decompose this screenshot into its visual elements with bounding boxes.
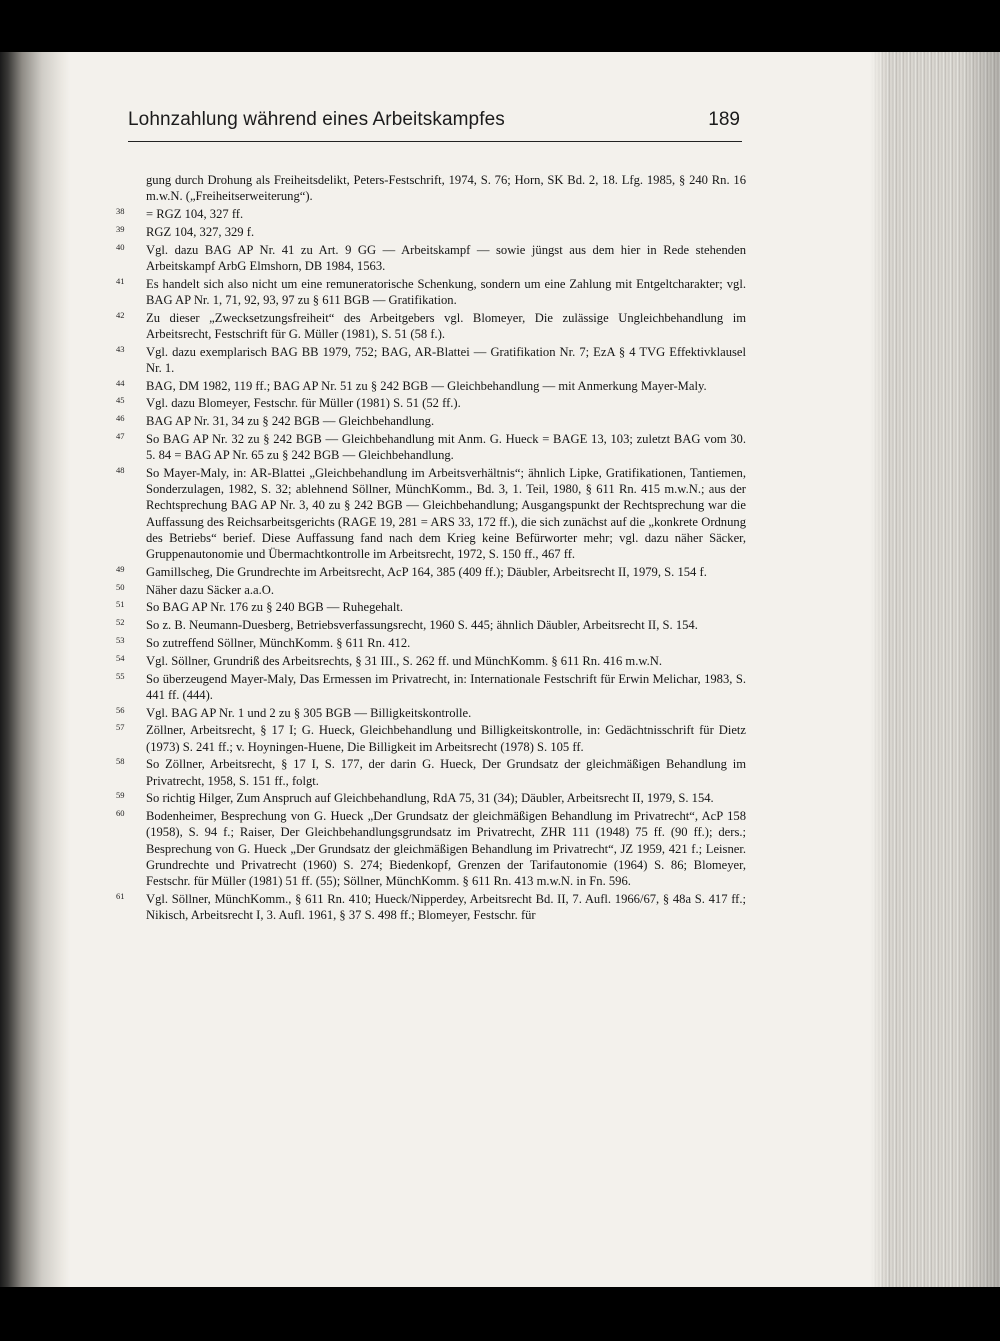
footnote-text: RGZ 104, 327, 329 f. [146, 224, 255, 239]
footnote-text: So z. B. Neumann-Duesberg, Betriebsverfassungsrecht, 1960 S. 445; ähnlich Däubler, Arbeitsrecht II, S. 154. [146, 618, 698, 633]
footnote-number: 46 [116, 413, 125, 424]
binding-gutter [0, 52, 70, 1287]
footnote-text: Vgl. dazu exemplarisch BAG BB 1979, 752; BAG, AR-Blattei — Gratifikation Nr. 7; EzA § 4 TVG Effektivklausel Nr. 1. [146, 344, 746, 375]
page-header [128, 109, 742, 142]
footnote-text: = RGZ 104, 327 ff. [146, 207, 244, 221]
footnote-text: Vgl. dazu BAG AP Nr. 41 zu Art. 9 GG — Arbeitskampf — sowie jüngst aus dem hier in Rede stehenden Arbeitskampf ArbG Elmshorn, DB 1984, 1563. [146, 242, 746, 273]
footnote-number: 39 [116, 223, 125, 234]
footnote [146, 172, 746, 204]
footnote-text: gung durch Drohung als Freiheitsdelikt, Peters-Festschrift, 1974, S. 76; Horn, SK Bd. 2, 18. Lfg. 1985, § 240 Rn. 16 m.w.N. („Freiheitserweiterung“). [146, 173, 746, 204]
footnote-text: Vgl. Söllner, MünchKomm., § 611 Rn. 410; Hueck/Nipperdey, Arbeitsrecht Bd. II, 7. Aufl. 1966/67, § 48a S. 417 ff.; Nikisch, Arbeitsrecht I, 3. Aufl. 1961, § 37 S. 498 ff.; Blomeyer, Festschr. für [146, 891, 746, 922]
footnote [116, 343, 746, 376]
running-head: Lohnzahlung während eines Arbeitskampfes [128, 109, 505, 130]
footnote-text: So Zöllner, Arbeitsrecht, § 17 I, S. 177, der darin G. Hueck, Der Grundsatz der gleichmäßigen Behandlung im Privatrecht, 1958, S. 151 ff., folgt. [146, 757, 746, 788]
footnote [116, 670, 746, 703]
footnote-number: 58 [116, 756, 125, 767]
footnote-text: Vgl. dazu Blomeyer, Festschr. für Müller (1981) S. 51 (52 ff.). [146, 396, 461, 411]
footnote-text: So Mayer-Maly, in: AR-Blattei „Gleichbehandlung im Arbeitsverhältnis“; ähnlich Lipke, Gratifikationen, Tantiemen, Sonderzulagen, 1982, S. 32; ablehnend Söllner, MünchKomm., Bd. 3, 1. Teil, 1980, § 611 Rn. 415 m.w.N.; aus der Rechtsprechung BAG AP Nr. 3, 40 zu § 242 BGB — Gleichbehandlung; Ausgangspunkt der Rechtsprechung war die Auffassung des Reichsarbeitsgerichts (RAGE 19, 281 = ARS 33, 172 ff.), die sich zunächst auf die „konkrete Ordnung des Betriebs“ berief. Diese Auffassung fand nach dem Krieg keine Befürworter mehr; vgl. dazu näher Säcker, Gruppenautonomie und Übermachtkontrolle im Arbeitsrecht, 1972, S. 150 ff., 467 ff. [146, 465, 746, 561]
footnote [116, 704, 746, 721]
footnote-text: So überzeugend Mayer-Maly, Das Ermessen im Privatrecht, in: Internationale Festschrift für Erwin Melichar, 1983, S. 441 ff. (444). [146, 671, 746, 702]
page-edges-shade [870, 52, 1000, 1287]
footnote-number: 38 [116, 206, 125, 216]
footnote-text: Vgl. BAG AP Nr. 1 und 2 zu § 305 BGB — Billigkeitskontrolle. [146, 705, 472, 720]
footnote [116, 206, 746, 222]
page-number: 189 [708, 109, 740, 130]
footnote [116, 395, 746, 411]
footnote-number: 41 [116, 275, 125, 286]
footnote-number: 59 [116, 790, 125, 801]
footnote-number: 60 [116, 808, 125, 819]
footnote-text: Näher dazu Säcker a.a.O. [146, 582, 274, 597]
footnote [116, 309, 746, 342]
footnote [116, 617, 746, 633]
footnote-number: 51 [116, 599, 125, 610]
footnote-text: So zutreffend Söllner, MünchKomm. § 611 Rn. 412. [146, 635, 411, 650]
footnote-text: Es handelt sich also nicht um eine remuneratorische Schenkung, sondern um eine Zahlung mit Entgeltcharakter; vgl. BAG AP Nr. 1, 71, 92, 93, 97 zu § 611 BGB — Gratifikation. [146, 276, 746, 307]
footnote [116, 275, 746, 308]
footnote [116, 756, 746, 788]
footnotes [116, 172, 746, 925]
footnote [116, 808, 746, 889]
footnote-number: 53 [116, 634, 125, 645]
footnote-number: 61 [116, 890, 125, 901]
footnote-number: 50 [116, 581, 125, 592]
footnote-number: 52 [116, 617, 125, 628]
footnote-text: So BAG AP Nr. 32 zu § 242 BGB — Gleichbehandlung mit Anm. G. Hueck = BAGE 13, 103; zuletzt BAG vom 30. 5. 84 = BAG AP Nr. 65 zu § 242 BGB — Gleichbehandlung. [146, 431, 746, 463]
footnote-number: 55 [116, 670, 125, 681]
footnote-number: 47 [116, 430, 125, 441]
footnote-number: 43 [116, 343, 125, 354]
footnote-text: So BAG AP Nr. 176 zu § 240 BGB — Ruhegehalt. [146, 600, 404, 615]
footnote [116, 223, 746, 240]
footnote [116, 563, 746, 580]
footnote [116, 377, 746, 394]
footnote [116, 722, 746, 754]
footnote [116, 430, 746, 463]
footnote-number: 40 [116, 241, 125, 252]
footnote-number: 48 [116, 464, 125, 475]
footnote [116, 652, 746, 669]
footnote-number: 54 [116, 652, 125, 663]
footnote-number: 45 [116, 395, 125, 406]
footnote-number: 57 [116, 722, 125, 733]
footnote [116, 241, 746, 274]
footnote [116, 790, 746, 806]
footnote-text: Vgl. Söllner, Grundriß des Arbeitsrechts, § 31 III., S. 262 ff. und MünchKomm. § 611 Rn. 416 m.w.N. [146, 653, 663, 668]
footnote-text: Bodenheimer, Besprechung von G. Hueck „Der Grundsatz der gleichmäßigen Behandlung im Privatrecht“, AcP 158 (1958), S. 94 f.; Raiser, Der Gleichbehandlungsgrundsatz im Privatrecht, ZHR 111 (1948) 75 ff. (90 ff.); ders.; Besprechung von G. Hueck „Der Grundsatz der gleichmäßigen Behandlung im Privatrecht“, JZ 1959, 421 f.; Leisner. Grundrechte und Privatrecht (1960) S. 274; Biedenkopf, Grenzen der Tarifautonomie (1964) S. 86; Blomeyer, Festschr. für Müller (1981) 51 ff. (55); Söllner, MünchKomm. § 611 Rn. 413 m.w.N. in Fn. 596. [146, 809, 746, 888]
footnote-number: 44 [116, 377, 125, 388]
footnote [116, 581, 746, 598]
footnote-number: 56 [116, 704, 125, 715]
footnote [116, 599, 746, 615]
footnote [116, 890, 746, 923]
footnote-text: Zöllner, Arbeitsrecht, § 17 I; G. Hueck, Gleichbehandlung und Billigkeitskontrolle, in: Gedächtnisschrift für Dietz (1973) S. 241 ff.; v. Hoyningen-Huene, Die Billigkeit im Arbeitsrecht (1978) S. 105 ff. [146, 723, 746, 754]
footnote-number: 42 [116, 309, 125, 320]
footnote-number: 49 [116, 563, 125, 574]
footnote-text: Zu dieser „Zwecksetzungsfreiheit“ des Arbeitgebers vgl. Blomeyer, Die zulässige Ungleichbehandlung im Arbeitsrecht, Festschrift für G. Müller (1981), S. 51 (58 f.). [146, 310, 746, 341]
footnote-text: BAG AP Nr. 31, 34 zu § 242 BGB — Gleichbehandlung. [146, 414, 435, 429]
footnote [116, 634, 746, 651]
footnote-text: So richtig Hilger, Zum Anspruch auf Gleichbehandlung, RdA 75, 31 (34); Däubler, Arbeitsrecht II, 1979, S. 154. [146, 791, 714, 806]
footnote-text: BAG, DM 1982, 119 ff.; BAG AP Nr. 51 zu § 242 BGB — Gleichbehandlung — mit Anmerkung Mayer-Maly. [146, 378, 707, 393]
footnote-text: Gamillscheg, Die Grundrechte im Arbeitsrecht, AcP 164, 385 (409 ff.); Däubler, Arbeitsrecht II, 1979, S. 154 f. [146, 564, 707, 579]
footnote [116, 464, 746, 562]
footnote [116, 413, 746, 429]
